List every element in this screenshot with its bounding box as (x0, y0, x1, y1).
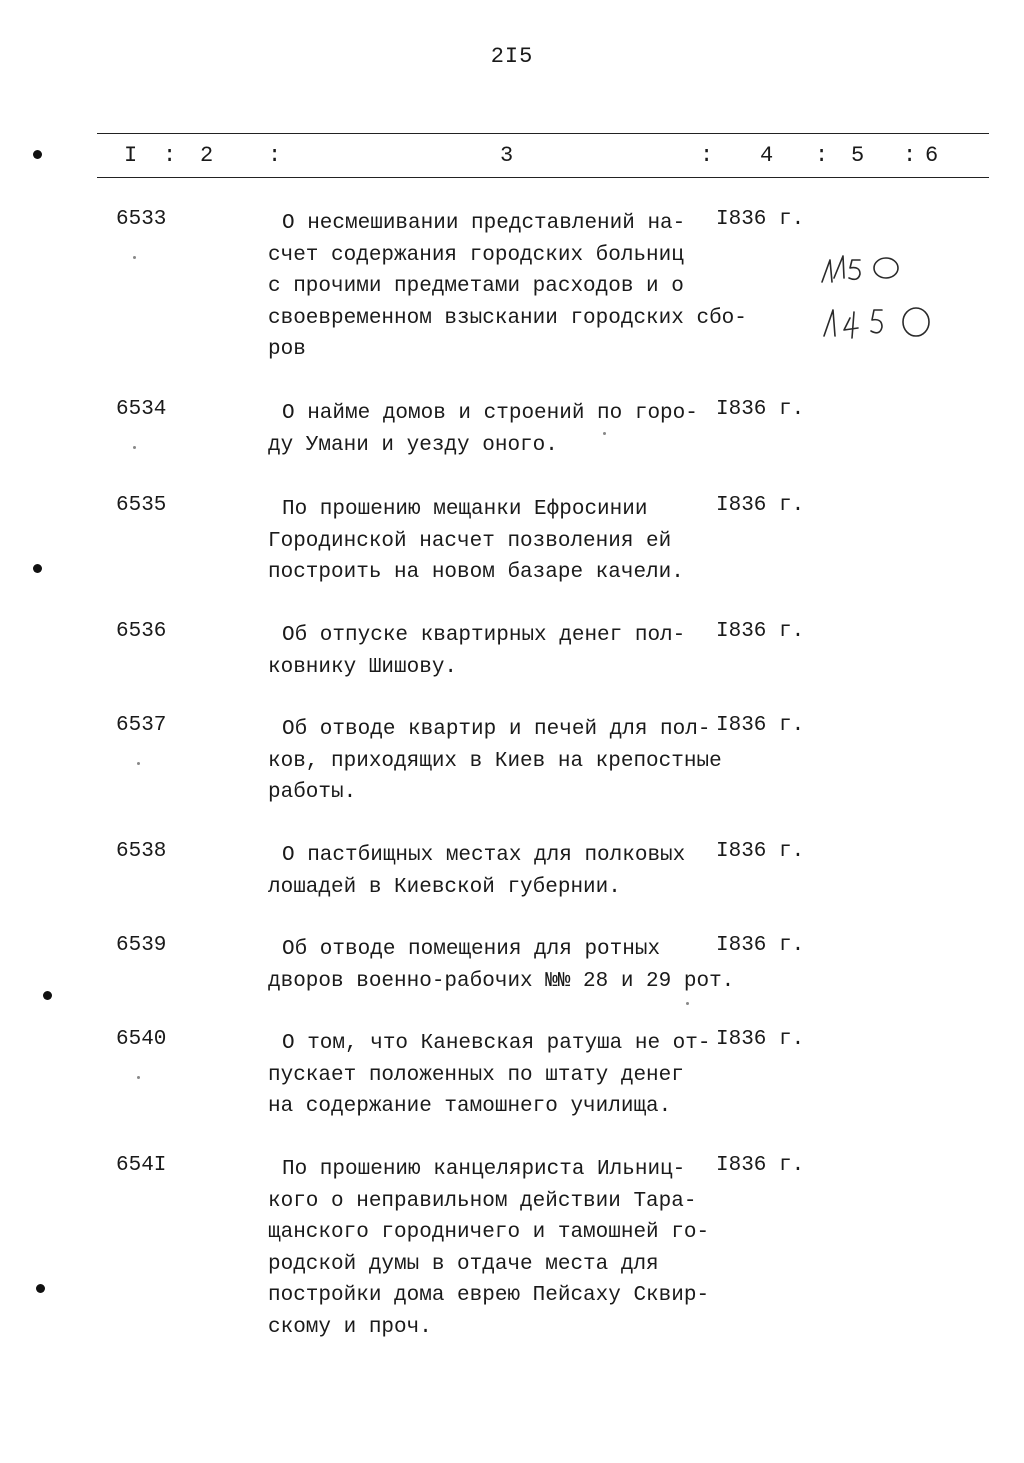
entry-year: I836 г. (716, 494, 805, 517)
entry-line: ду Умани и уезду оного. (268, 433, 558, 457)
header-bottom-rule (97, 177, 989, 178)
header-top-rule (97, 133, 989, 134)
entry-line: О пастбищных местах для полковых (282, 844, 686, 867)
entry-description (268, 398, 738, 461)
column-separator: : (163, 143, 177, 168)
entry-line: По прошению мещанки Ефросинии (282, 498, 648, 521)
entry-line: лошадей в Киевской губернии. (268, 875, 621, 899)
entry-description (268, 1028, 738, 1123)
entry-line: постройки дома еврею Пейсаху Сквир- (268, 1284, 710, 1307)
entry-description (268, 934, 738, 997)
column-header-2: 2 (200, 143, 214, 168)
entry-line: на содержание тамошнего училища. (268, 1095, 672, 1118)
column-separator: : (700, 143, 714, 168)
entry-number: 6540 (116, 1028, 167, 1051)
entry-year: I836 г. (716, 398, 805, 421)
entry-number: 6539 (116, 934, 167, 957)
column-separator: : (903, 143, 917, 168)
margin-mark (33, 564, 42, 573)
scan-speck (133, 446, 136, 449)
scan-speck (686, 1002, 689, 1005)
entry-line: О несмешивании представлений на- (282, 212, 686, 235)
scan-speck (133, 256, 136, 259)
entry-line: дворов военно-рабочих №№ 28 и 29 рот. (268, 969, 735, 993)
margin-mark (43, 991, 52, 1000)
entry-line: счет содержания городских больниц (268, 243, 684, 267)
entry-line: Об отводе помещения для ротных (282, 938, 661, 961)
entry-line: родской думы в отдаче места для (268, 1252, 659, 1276)
entry-number: 6537 (116, 714, 167, 737)
column-header-3: 3 (500, 143, 514, 168)
entry-description (268, 208, 747, 366)
entry-number: 6533 (116, 208, 167, 231)
column-header-6: 6 (925, 143, 939, 168)
entry-line: кого о неправильном действии Тара- (268, 1189, 697, 1213)
entry-number: 6535 (116, 494, 167, 517)
entry-line: Об отпуске квартирных денег пол- (282, 624, 686, 647)
entry-year: I836 г. (716, 840, 805, 863)
entry-description (268, 620, 738, 683)
scan-speck (603, 432, 606, 435)
entry-year: I836 г. (716, 1154, 805, 1177)
column-header-1: I (124, 143, 138, 168)
entry-line: По прошению канцеляриста Ильниц- (282, 1158, 686, 1181)
handwritten-sheet-count (816, 248, 966, 348)
entry-year: I836 г. (716, 1028, 805, 1051)
page-number: 2I5 (490, 44, 534, 69)
column-header-5: 5 (851, 143, 865, 168)
entry-line: О найме домов и строений по горо- (282, 402, 698, 425)
scan-speck (137, 762, 140, 765)
column-separator: : (268, 143, 282, 168)
entry-description (268, 714, 738, 809)
entry-year: I836 г. (716, 620, 805, 643)
margin-mark (36, 1284, 45, 1293)
entry-year: I836 г. (716, 208, 805, 231)
entry-line: ров (268, 338, 306, 361)
entry-line: работы. (268, 781, 357, 804)
entry-number: 6538 (116, 840, 167, 863)
entry-number: 654I (116, 1154, 167, 1177)
handwritten-sheet-count-drawing (816, 248, 966, 348)
entry-line: О том, что Каневская ратуша не от- (282, 1032, 711, 1055)
column-header-4: 4 (760, 143, 774, 168)
entry-line: ков, приходящих в Киев на крепостные (268, 749, 722, 773)
entry-line: своевременном взыскании городских сбо- (268, 306, 747, 330)
entry-description (268, 1154, 738, 1343)
entry-year: I836 г. (716, 934, 805, 957)
column-separator: : (815, 143, 829, 168)
entry-number: 6534 (116, 398, 167, 421)
entry-line: Об отводе квартир и печей для пол- (282, 718, 711, 741)
entry-line: Городинской насчет позволения ей (268, 529, 672, 553)
entry-description (268, 840, 738, 903)
scan-speck (137, 1076, 140, 1079)
entry-line: построить на новом базаре качели. (268, 561, 684, 584)
entry-line: скому и проч. (268, 1315, 432, 1339)
entry-line: щанского городничего и тамошней го- (268, 1221, 710, 1244)
entry-number: 6536 (116, 620, 167, 643)
entry-line: пускает положенных по штату денег (268, 1063, 684, 1087)
margin-mark (33, 150, 42, 159)
entry-line: ковнику Шишову. (268, 655, 458, 679)
entry-year: I836 г. (716, 714, 805, 737)
entry-description (268, 494, 738, 589)
entry-line: с прочими предметами расходов и о (268, 275, 684, 298)
